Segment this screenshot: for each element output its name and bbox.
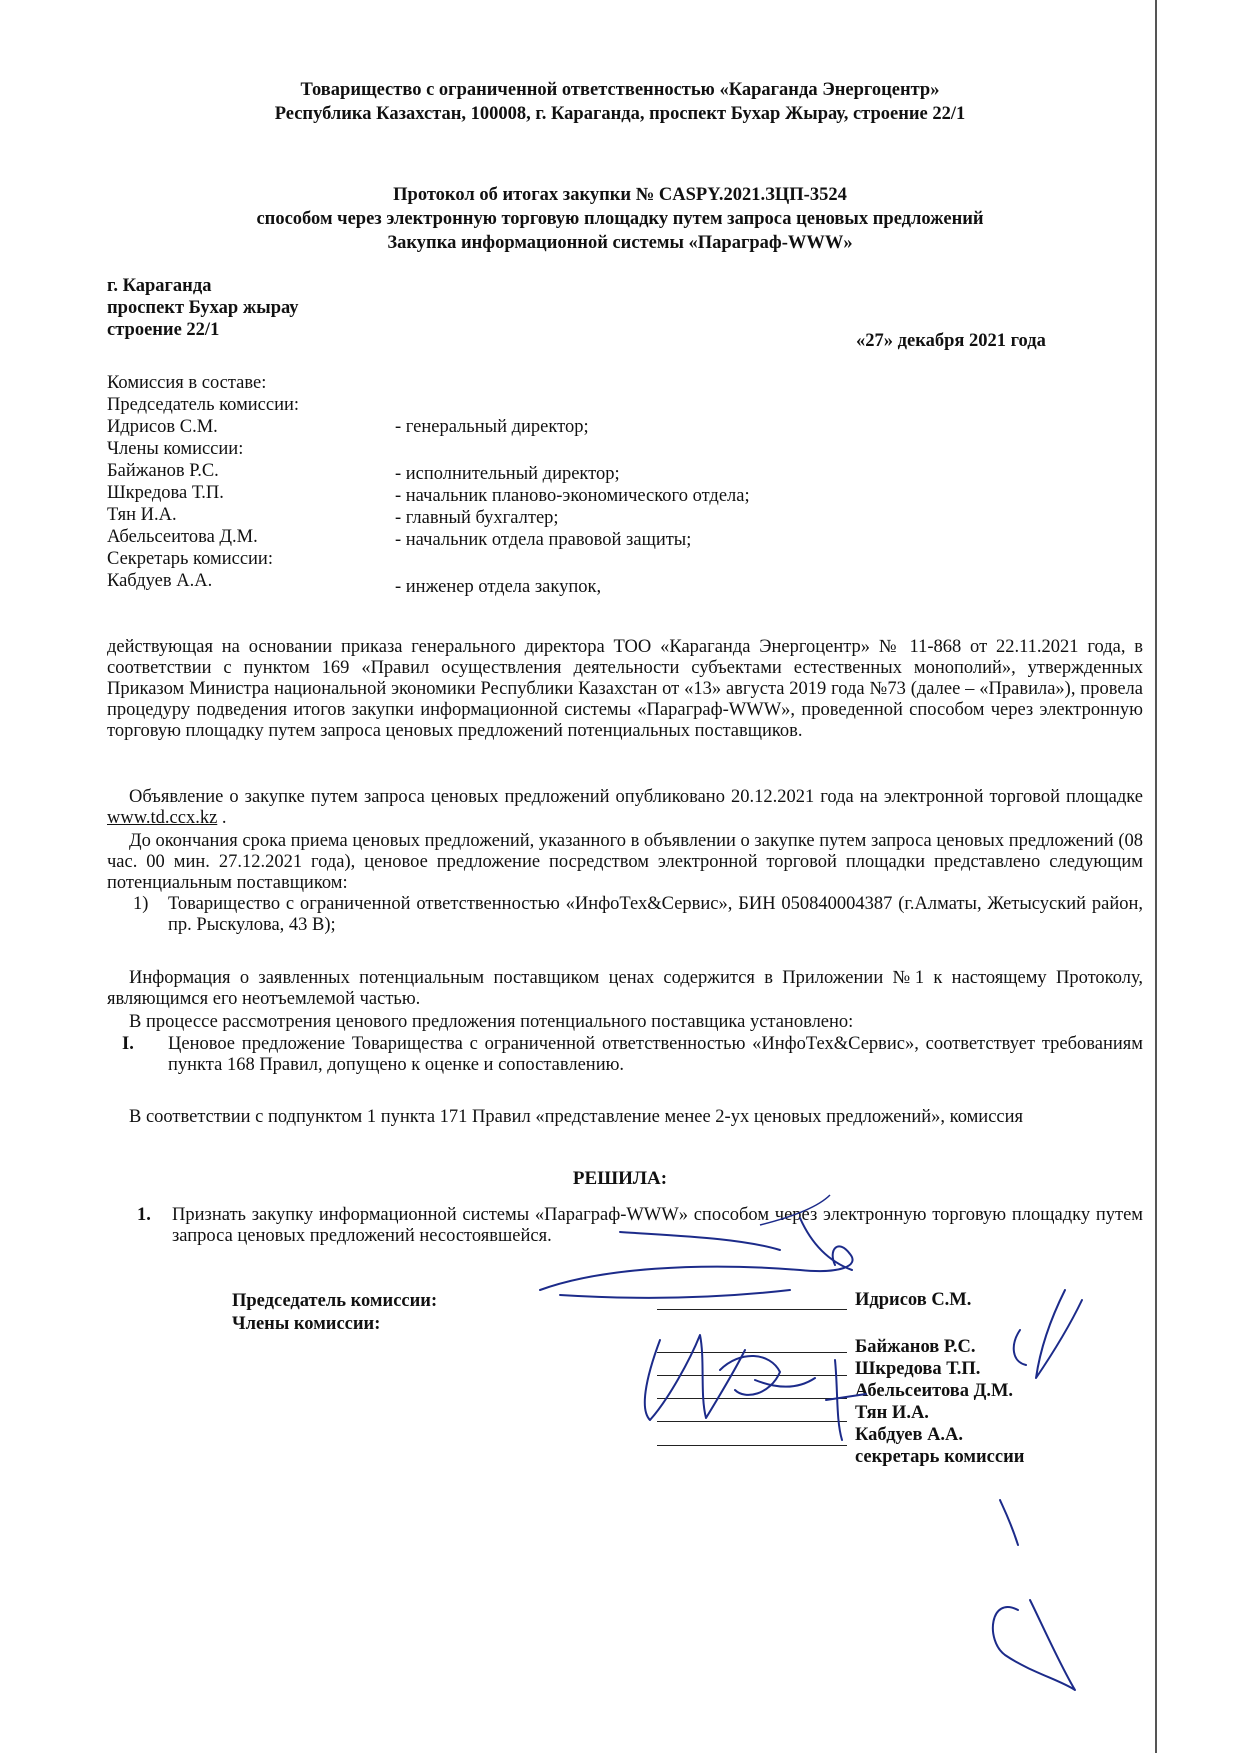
review-list-number: I.: [122, 1034, 134, 1054]
announcement-text: Объявление о закупке путем запроса ценовых предложений опубликовано 20.12.2021 года на электронной торговой площадке: [129, 787, 1143, 807]
signature-member-name: Шкредова Т.П.: [855, 1359, 981, 1379]
secretary-name: Кабдуев А.А.: [107, 571, 213, 591]
secretary-role: - инженер отдела закупок,: [395, 577, 602, 597]
decision-item-text: Признать закупку информационной системы «Параграф-WWW» способом через электронную торговую площадку путем запроса ценовых предложений несостоявшейся.: [172, 1205, 1143, 1246]
announcement-end: .: [217, 808, 227, 828]
member-role: - главный бухгалтер;: [395, 508, 559, 528]
decision-heading: РЕШИЛА:: [572, 1168, 668, 1189]
member-role: - начальник отдела правовой защиты;: [395, 530, 692, 550]
member-name: Тян И.А.: [107, 505, 177, 525]
location-building: строение 22/1: [107, 320, 220, 340]
protocol-date: «27» декабря 2021 года: [856, 331, 1046, 351]
member-role: - исполнительный директор;: [395, 464, 620, 484]
signature-chair-label: Председатель комиссии:: [232, 1291, 438, 1311]
chair-name: Идрисов С.М.: [107, 417, 218, 437]
trading-platform-link[interactable]: www.td.ccx.kz: [107, 808, 218, 828]
supplier-list-item: Товарищество с ограниченной ответственностью «ИнфоТех&Сервис», БИН 050840004387 (г.Алматы, Жетысуский район, пр. Рыскулова, 43 В);: [168, 894, 1143, 935]
protocol-subject: Закупка информационной системы «Параграф-WWW»: [387, 233, 853, 253]
member-signature: [826, 1360, 866, 1440]
chair-signature: [540, 1246, 853, 1297]
location-city: г. Караганда: [107, 276, 212, 296]
chair-role: - генеральный директор;: [395, 417, 589, 437]
chair-label: Председатель комиссии:: [107, 395, 300, 415]
chair-signature-slash: [620, 1218, 852, 1270]
member-name: Шкредова Т.П.: [107, 483, 224, 503]
commission-intro: Комиссия в составе:: [107, 373, 267, 393]
decision-item-number: 1.: [137, 1205, 151, 1225]
signature-member-name: Байжанов Р.С.: [855, 1337, 976, 1357]
member-signature: [1014, 1290, 1082, 1378]
protocol-number: Протокол об итогах закупки № CASPY.2021.ЗЦП-3524: [393, 185, 847, 205]
company-address: Республика Казахстан, 100008, г. Караганда, проспект Бухар Жырау, строение 22/1: [274, 104, 966, 124]
signature-member-name: Тян И.А.: [855, 1403, 929, 1423]
member-role: - начальник планово-экономического отдела;: [395, 486, 750, 506]
initial-mark: [993, 1500, 1075, 1690]
paragraph-review: В процессе рассмотрения ценового предложения потенциального поставщика установлено:: [129, 1012, 854, 1032]
member-name: Байжанов Р.С.: [107, 461, 219, 481]
paragraph-prices-info: Информация о заявленных потенциальным поставщиком ценах содержится в Приложении №1 к настоящему Протоколу, являющимся его неотъемлемой частью.: [107, 968, 1143, 1009]
signature-secretary-note: секретарь комиссии: [855, 1447, 1025, 1467]
paragraph-deadline: До окончания срока приема ценовых предложений, указанного в объявлении о закупке путем запроса ценовых предложений (08 час. 00 мин. 27.12.2021 года), ценовое предложение посредством электронной торговой площадки представлено следующим потенциальным поставщиком:: [107, 831, 1143, 893]
protocol-method: способом через электронную торговую площадку путем запроса ценовых предложений: [256, 209, 984, 229]
member-name: Абельсеитова Д.М.: [107, 527, 258, 547]
secretary-label: Секретарь комиссии:: [107, 549, 273, 569]
signature-chair-name: Идрисов С.М.: [855, 1290, 972, 1310]
signature-members-label: Члены комиссии:: [232, 1314, 381, 1334]
members-label: Члены комиссии:: [107, 439, 244, 459]
strike-through-mark: [760, 1195, 830, 1225]
paragraph-rule-reference: В соответствии с подпунктом 1 пункта 171 Правил «представление менее 2-ух ценовых предложений», комиссия: [129, 1107, 1024, 1127]
member-signature: [645, 1335, 745, 1420]
signature-member-name: Абельсеитова Д.М.: [855, 1381, 1014, 1401]
review-list-item: Ценовое предложение Товарищества с ограниченной ответственностью «ИнфоТех&Сервис», соответствует требованиям пункта 168 Правил, допущено к оценке и сопоставлению.: [168, 1034, 1143, 1075]
supplier-list-number: 1): [133, 894, 149, 914]
company-name: Товарищество с ограниченной ответственностью «Караганда Энергоцентр»: [300, 80, 940, 100]
member-signature: [720, 1356, 815, 1395]
location-street: проспект Бухар жырау: [107, 298, 299, 318]
paragraph-basis: действующая на основании приказа генерального директора ТОО «Караганда Энергоцентр» № 11-868 от 22.11.2021 года, в соответствии с пунктом 169 «Правил осуществления деятельности субъектами естественных монополий», утвержденных Приказом Министра национальной экономики Республики Казахстан от «13» августа 2019 года №73 (далее – «Правила»), провела процедуру подведения итогов закупки информационной системы «Параграф-WWW», проведенной способом через электронную торговую площадку путем запроса ценовых предложений потенциальных поставщиков.: [107, 637, 1143, 741]
signature-member-name: Кабдуев А.А.: [855, 1425, 964, 1445]
